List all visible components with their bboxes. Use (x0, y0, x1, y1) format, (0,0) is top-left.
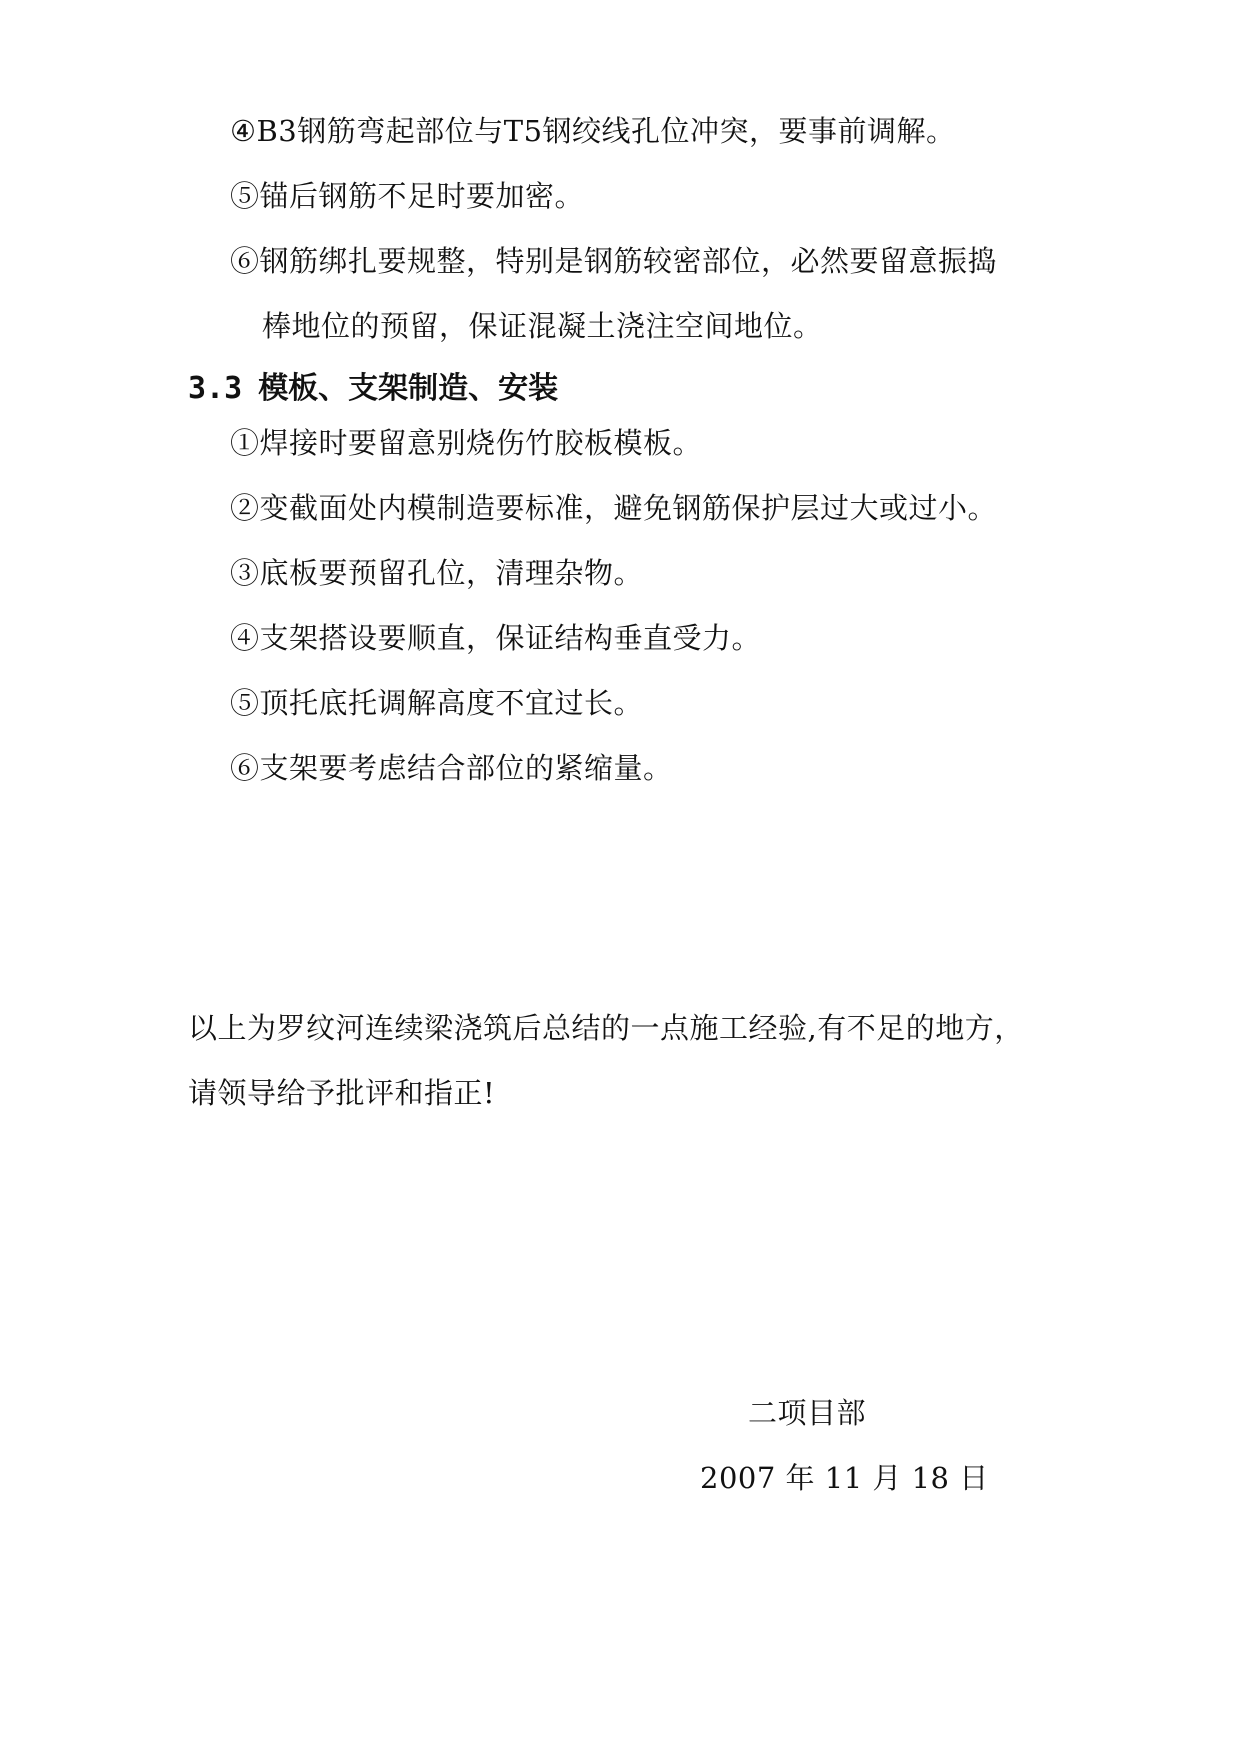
formwork-item-2: ②变截面处内模制造要标准，避免钢筋保护层过大或过小。 (230, 491, 998, 525)
rebar-item-5: ⑤锚后钢筋不足时要加密。 (230, 179, 585, 213)
signature-date: 2007 年 11 月 18 日 (700, 1461, 989, 1495)
formwork-item-6: ⑥支架要考虑结合部位的紧缩量。 (230, 751, 673, 785)
rebar-item-6-continued: 棒地位的预留，保证混凝土浇注空间地位。 (262, 309, 823, 343)
section-title: 模板、支架制造、安装 (258, 371, 559, 406)
section-heading (188, 371, 558, 407)
signature-department: 二项目部 (748, 1396, 867, 1430)
formwork-item-4: ④支架搭设要顺直，保证结构垂直受力。 (230, 621, 762, 655)
formwork-item-5: ⑤顶托底托调解高度不宜过长。 (230, 686, 644, 720)
rebar-item-4: ④B3钢筋弯起部位与T5钢绞线孔位冲突，要事前调解。 (230, 114, 956, 148)
conclusion-line-1: 以上为罗纹河连续梁浇筑后总结的一点施工经验,有不足的地方， (188, 1011, 1024, 1045)
rebar-item-6: ⑥钢筋绑扎要规整，特别是钢筋较密部位，必然要留意振捣 (230, 244, 998, 278)
conclusion-line-2: 请领导给予批评和指正! (188, 1076, 496, 1110)
section-number: 3.3 (188, 371, 243, 406)
formwork-item-1: ①焊接时要留意别烧伤竹胶板模板。 (230, 426, 703, 460)
formwork-item-3: ③底板要预留孔位，清理杂物。 (230, 556, 644, 590)
